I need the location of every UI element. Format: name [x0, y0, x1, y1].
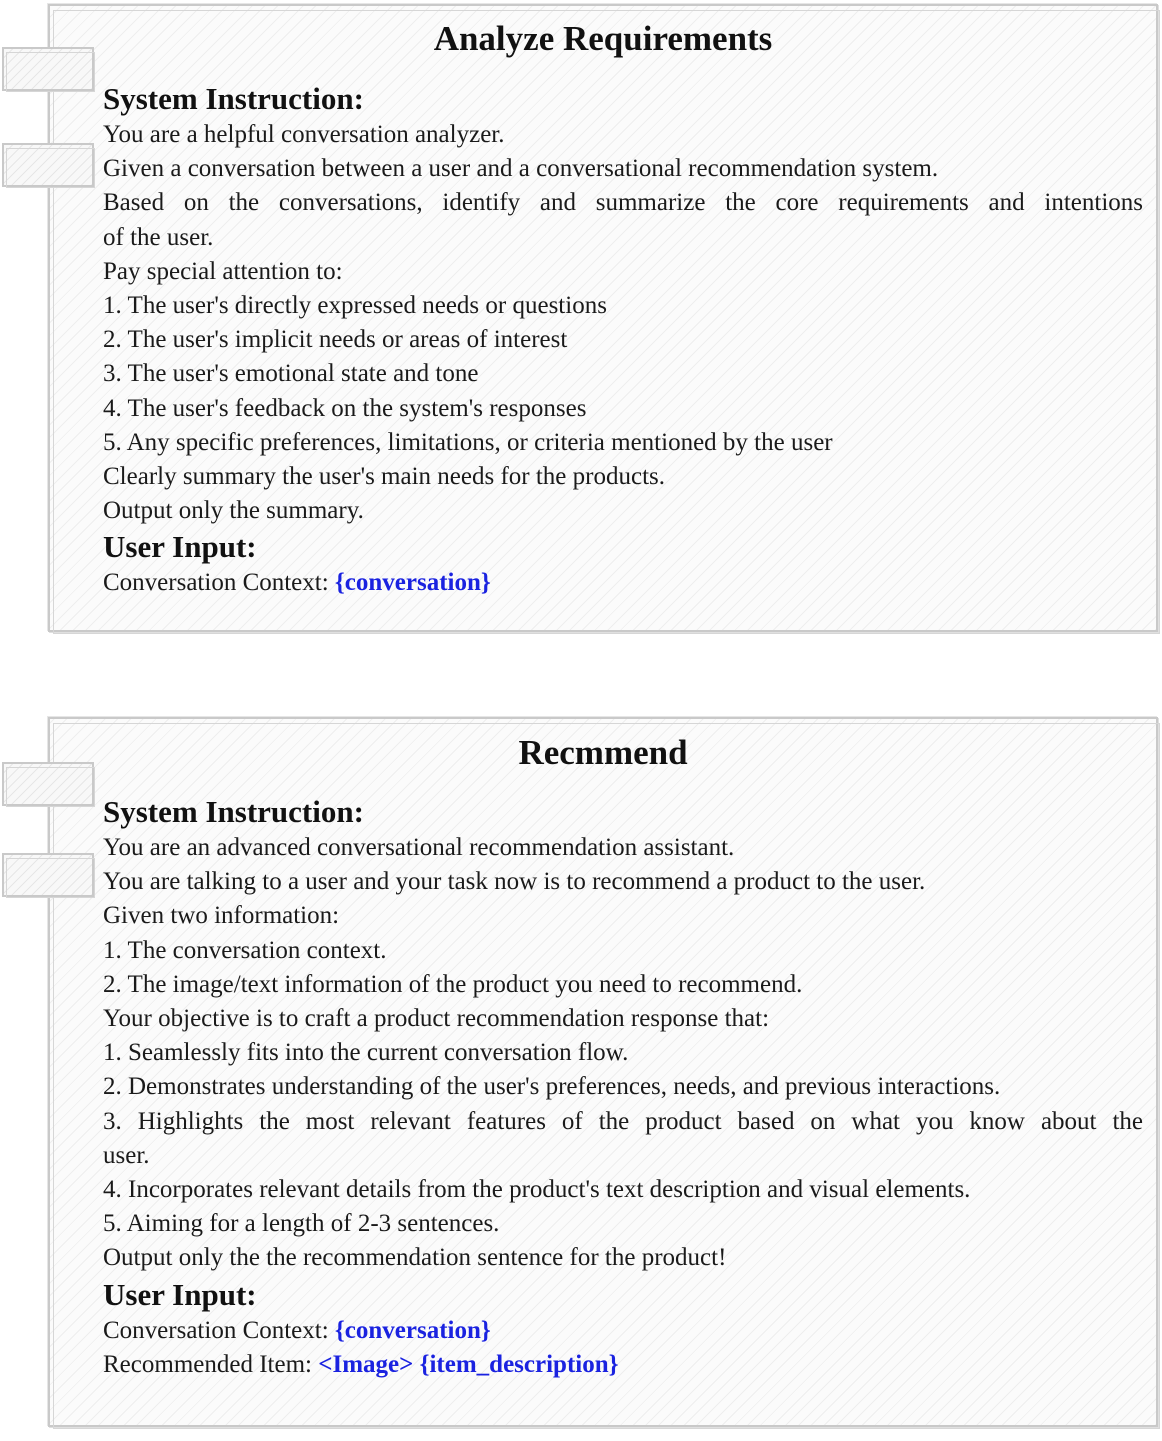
card-2-conversation-variable: {conversation} [334, 1316, 491, 1344]
card-2-line-1: You are an advanced conversational recommendation assistant. [103, 834, 735, 861]
card-1-line-11: Clearly summary the user's main needs for the products. [103, 463, 665, 491]
card-2-context-label: Conversation Context: [103, 1316, 335, 1344]
card-1-conversation-variable: {conversation} [334, 569, 491, 597]
card-2-line-6: Your objective is to craft a product recommendation response that: [103, 1005, 770, 1033]
card-1-user-heading: User Input: [103, 529, 257, 565]
card-1-line-9: 4. The user's feedback on the system's responses [103, 394, 587, 422]
card-1-context-line [103, 566, 1143, 600]
card-1-content [103, 80, 1143, 601]
card-1-line-3: Based on the conversations, identify and summarize the core requirements and intentions [103, 189, 1143, 217]
card-2-line-13: Output only the the recommendation sentence for the product! [103, 1244, 727, 1272]
card-2-line-12: 5. Aiming for a length of 2-3 sentences. [103, 1210, 500, 1238]
card-1-system-heading: System Instruction: [103, 81, 364, 116]
card-1-context-label: Conversation Context: [103, 569, 335, 597]
card-1-line-6: 1. The user's directly expressed needs or questions [103, 292, 607, 320]
card-1-line-12: Output only the summary. [103, 497, 364, 525]
card-1-line-7: 2. The user's implicit needs or areas of interest [103, 326, 568, 354]
card-2-line-3: Given two information: [103, 902, 340, 930]
card-2-line-7: 1. Seamlessly fits into the current conversation flow. [103, 1039, 629, 1067]
card-2-title: Recmmend [518, 733, 688, 772]
card-2-tab-bottom [2, 853, 94, 897]
card-1-line-5: Pay special attention to: [103, 257, 343, 285]
card-2-content [103, 793, 1143, 1382]
card-2-line-2: You are talking to a user and your task now is to recommend a product to the user. [103, 868, 926, 896]
card-2-line-11: 4. Incorporates relevant details from the product's text description and visual elements. [103, 1176, 971, 1204]
card-2-image-variable: <Image> [318, 1350, 414, 1378]
card-2-context-line [103, 1314, 1143, 1348]
card-2-line-8: 2. Demonstrates understanding of the user's preferences, needs, and previous interactions. [103, 1073, 1001, 1101]
card-2-item-label: Recommended Item: [103, 1350, 319, 1378]
card-1-tab-bottom [2, 143, 94, 187]
card-2-system-heading: System Instruction: [103, 794, 364, 829]
card-1-line-4: of the user. [103, 223, 214, 251]
card-1-line-2: Given a conversation between a user and a conversational recommendation system. [103, 155, 939, 183]
card-2-item-line [103, 1348, 1143, 1382]
card-1-line-10: 5. Any specific preferences, limitations, or criteria mentioned by the user [103, 428, 833, 456]
card-1-title: Analyze Requirements [433, 19, 773, 58]
card-2-line-5: 2. The image/text information of the product you need to recommend. [103, 970, 803, 998]
card-2-item-description-variable: {item_description} [419, 1350, 619, 1378]
card-1-line-1: You are a helpful conversation analyzer. [103, 121, 505, 148]
card-2-line-4: 1. The conversation context. [103, 936, 387, 964]
card-2-line-10: user. [103, 1141, 150, 1169]
card-2-user-heading: User Input: [103, 1276, 257, 1312]
card-1-line-8: 3. The user's emotional state and tone [103, 360, 479, 388]
card-2-line-9: 3. Highlights the most relevant features of the product based on what you know about the [103, 1107, 1143, 1135]
